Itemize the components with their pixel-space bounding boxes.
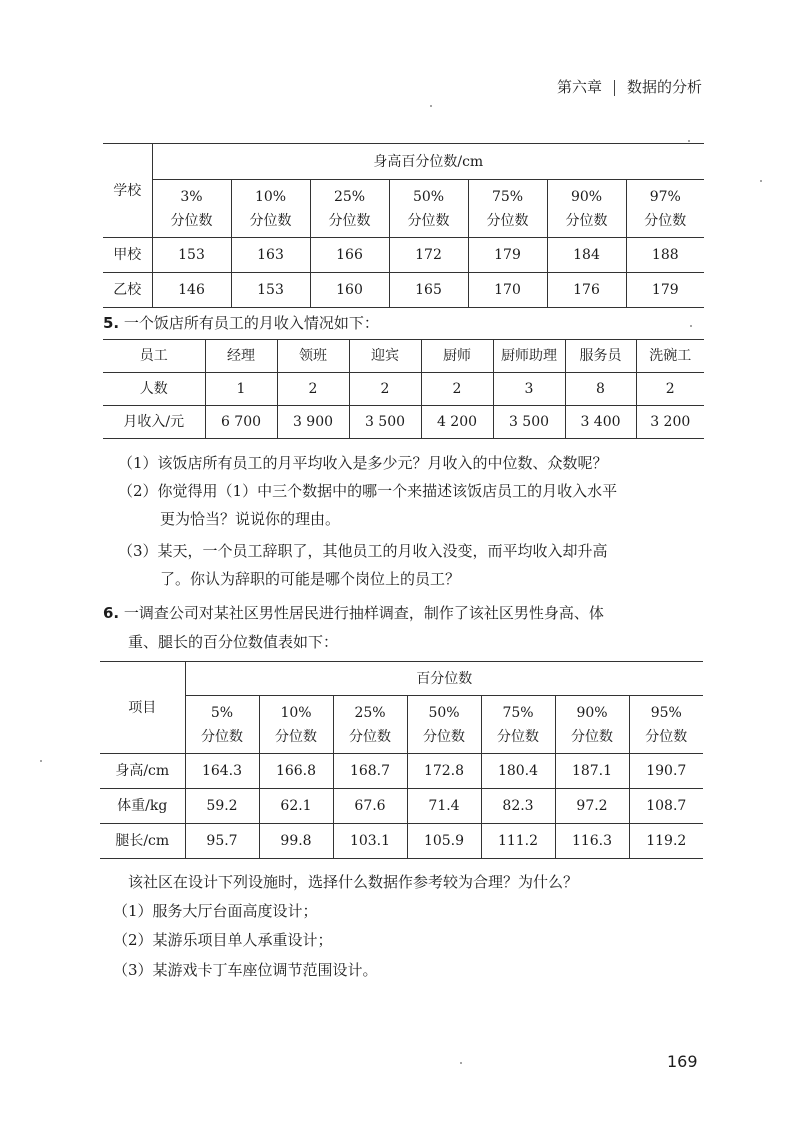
subquestion-text: 某游戏卡丁车座位调节范围设计。 [152,961,378,979]
data-cell: 3 500 [349,406,421,439]
percentile-column-header [185,696,259,754]
column-header: 员工 [103,340,205,373]
data-cell: 165 [389,273,468,308]
data-cell: 179 [468,238,547,273]
percentile-value: 10% [254,188,287,205]
question-number: 5. [103,314,120,332]
data-cell: 153 [231,273,310,308]
group-header-cell: 百分位数 [185,662,703,696]
data-cell: 2 [277,373,349,406]
percentile-column-header [259,696,333,754]
subquestion-number: （3） [113,961,153,979]
scan-speck [690,325,692,327]
column-header: 领班 [277,340,349,373]
data-cell: 180.4 [481,754,555,789]
subquestion-line [118,480,617,502]
scan-speck [460,1062,462,1064]
column-header: 洗碗工 [636,340,704,373]
subquestion-text: 服务大厅台面高度设计； [152,902,318,920]
data-cell: 59.2 [185,789,259,824]
subquestion-text: 某游乐项目单人承重设计； [152,931,333,949]
scan-speck [688,140,690,142]
data-cell: 187.1 [555,754,629,789]
subquestion-text: 该饭店所有员工的月平均收入是多少元？月收入的中位数、众数呢？ [157,454,608,472]
question-text: 一个饭店所有员工的月收入情况如下： [123,314,379,332]
column-header: 迎宾 [349,340,421,373]
data-cell: 2 [349,373,421,406]
subquestion-line [118,540,608,562]
data-cell: 172.8 [407,754,481,789]
subquestion-number: （3） [118,542,158,560]
percentile-column-header [407,696,481,754]
data-cell: 95.7 [185,824,259,859]
subquestion-line [113,929,333,951]
data-cell: 170 [468,273,547,308]
data-cell: 146 [152,273,231,308]
data-cell: 111.2 [481,824,555,859]
percentile-label: 分位数 [486,212,529,229]
table-row [103,238,704,273]
percentile-table [100,661,703,859]
percentile-label: 分位数 [349,728,391,745]
data-cell: 3 400 [565,406,636,439]
percentile-value: 25% [354,704,386,721]
scan-speck [760,180,762,182]
data-cell: 168.7 [333,754,407,789]
data-cell: 166.8 [259,754,333,789]
data-cell: 164.3 [185,754,259,789]
question-number: 6. [103,604,120,622]
percentile-value: 75% [502,704,534,721]
data-cell: 190.7 [629,754,703,789]
column-header: 经理 [205,340,277,373]
percentile-column-header [310,180,389,238]
percentile-value: 10% [280,704,312,721]
subquestion-line [160,508,340,530]
row-label: 乙校 [103,273,152,308]
header-separator [614,80,615,96]
data-cell: 105.9 [407,824,481,859]
subquestion-line [113,900,318,922]
percentile-column-header [629,696,703,754]
percentile-column-header [389,180,468,238]
subquestion-line [160,568,460,590]
percentile-value: 25% [333,188,366,205]
scan-speck [40,760,42,762]
data-cell: 82.3 [481,789,555,824]
percentile-column-header [555,696,629,754]
percentile-value: 95% [650,704,682,721]
percentile-column-header [481,696,555,754]
data-cell: 108.7 [629,789,703,824]
subquestion-line [118,452,608,474]
percentile-label: 分位数 [170,212,213,229]
row-label: 腿长/cm [100,824,185,859]
percentile-column-header [231,180,310,238]
row-label: 月收入/元 [103,406,205,439]
data-cell: 116.3 [555,824,629,859]
data-cell: 6 700 [205,406,277,439]
table-header-row [103,340,704,373]
running-header [557,76,702,97]
data-cell: 62.1 [259,789,333,824]
subquestion-number: （1） [118,454,158,472]
percentile-value: 50% [412,188,445,205]
question-6-question: 该社区在设计下列设施时，选择什么数据作参考较为合理？为什么？ [128,873,579,891]
data-cell: 119.2 [629,824,703,859]
data-cell: 8 [565,373,636,406]
scan-speck [430,105,432,107]
percentile-value: 90% [570,188,603,205]
data-cell: 1 [205,373,277,406]
data-cell: 99.8 [259,824,333,859]
data-cell: 71.4 [407,789,481,824]
table-row [103,273,704,308]
data-cell: 2 [421,373,493,406]
subquestion-text: 某天，一个员工辞职了，其他员工的月收入没变，而平均收入却升高 [157,542,608,560]
row-label: 身高/cm [100,754,185,789]
percentile-label: 分位数 [571,728,613,745]
percentile-label: 分位数 [275,728,317,745]
data-cell: 3 200 [636,406,704,439]
percentile-column-header [468,180,547,238]
data-cell: 97.2 [555,789,629,824]
subquestion-number: （1） [113,902,153,920]
percentile-column-header [152,180,231,238]
row-header-cell: 学校 [103,144,152,238]
table-row [100,824,703,859]
data-cell: 172 [389,238,468,273]
data-cell: 103.1 [333,824,407,859]
percentile-label: 分位数 [201,728,243,745]
page-number: 169 [667,1052,698,1071]
question-5-prompt [103,312,379,334]
subquestion-text: 更为恰当？说说你的理由。 [160,510,341,528]
percentile-label: 分位数 [644,212,687,229]
salary-table [103,339,704,439]
percentile-value: 50% [428,704,460,721]
table-row [100,754,703,789]
column-header: 厨师助理 [493,340,565,373]
table-row [100,789,703,824]
table-row [103,373,704,406]
percentile-label: 分位数 [497,728,539,745]
percentile-label: 分位数 [407,212,450,229]
row-label: 体重/kg [100,789,185,824]
question-6-prompt [103,602,604,624]
data-cell: 179 [626,273,704,308]
percentile-value: 5% [210,704,234,721]
percentile-label: 分位数 [328,212,371,229]
data-cell: 4 200 [421,406,493,439]
data-cell: 160 [310,273,389,308]
row-label: 甲校 [103,238,152,273]
data-cell: 3 [493,373,565,406]
percentile-label: 分位数 [645,728,688,745]
data-cell: 153 [152,238,231,273]
row-header-cell: 项目 [100,662,185,754]
question-6-prompt-line-2: 重、腿长的百分位数值表如下： [128,633,339,651]
data-cell: 163 [231,238,310,273]
subquestion-text: 你觉得用（1）中三个数据中的哪一个来描述该饭店员工的月收入水平 [157,482,618,500]
group-header-cell: 身高百分位数/cm [152,144,704,180]
percentile-value: 97% [649,188,681,205]
row-label: 人数 [103,373,205,406]
percentile-column-header [626,180,704,238]
percentile-value: 90% [576,704,608,721]
data-cell: 176 [547,273,626,308]
percentile-column-header [547,180,626,238]
percentile-label: 分位数 [249,212,292,229]
subquestion-number: （2） [113,931,153,949]
section-title: 数据的分析 [627,78,703,96]
data-cell: 166 [310,238,389,273]
chapter-title: 第六章 [557,78,603,96]
data-cell: 2 [636,373,704,406]
subquestion-line [113,959,378,981]
data-cell: 67.6 [333,789,407,824]
school-height-table [103,143,704,308]
question-text-line-1: 一调查公司对某社区男性居民进行抽样调查，制作了该社区男性身高、体 [123,604,604,622]
percentile-value: 3% [180,188,203,205]
subquestion-number: （2） [118,482,158,500]
column-header: 服务员 [565,340,636,373]
subquestion-text: 了。你认为辞职的可能是哪个岗位上的员工？ [160,570,461,588]
percentile-value: 75% [491,188,524,205]
percentile-label: 分位数 [423,728,465,745]
percentile-label: 分位数 [565,212,608,229]
data-cell: 3 900 [277,406,349,439]
data-cell: 188 [626,238,704,273]
data-cell: 3 500 [493,406,565,439]
table-row [103,406,704,439]
data-cell: 184 [547,238,626,273]
column-header: 厨师 [421,340,493,373]
percentile-column-header [333,696,407,754]
